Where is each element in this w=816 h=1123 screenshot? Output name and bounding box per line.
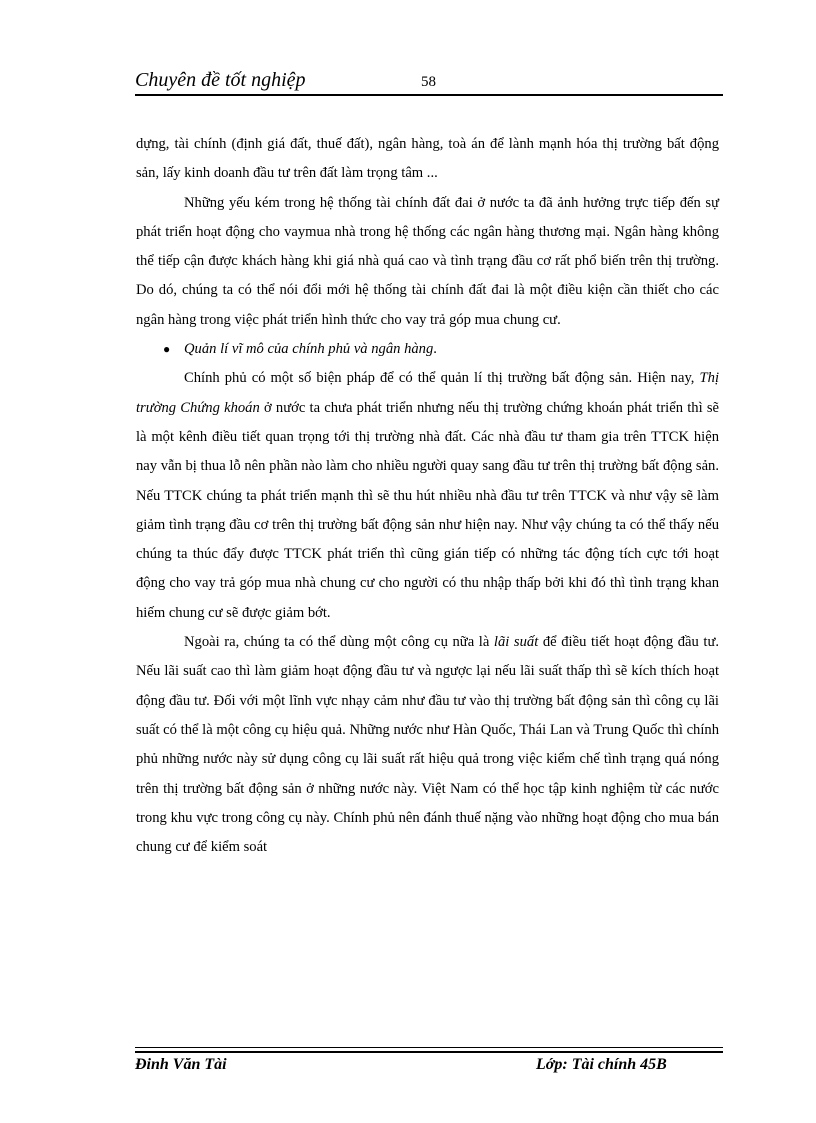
paragraph-government-management: [136, 364, 719, 628]
header-title: Chuyên đề tốt nghiệp: [135, 69, 306, 91]
page-header: [135, 68, 723, 96]
bullet-item: [136, 335, 719, 364]
paragraph-continuation: dựng, tài chính (định giá đất, thuế đất), ngân hàng, toà án để lành mạnh hóa thị trường bất động sản, lấy kinh doanh đầu tư trên đất làm trọng tâm ...: [136, 136, 719, 182]
emphasis-stock-market: Thị trường Chứng khoán: [136, 370, 719, 416]
body-text: [136, 130, 719, 862]
footer-class: Lớp: Tài chính 45B: [536, 1056, 667, 1073]
emphasis-interest-rate: lãi suất: [493, 634, 539, 651]
paragraph-text: ở nước ta chưa phát triển nhưng nếu thị trường chứng khoán phát triển thì sẽ là một kênh điều tiết quan trọng tới thị trường nhà đất. Các nhà đầu tư tham gia trên TTCK hiện nay vẫn bị thua lỗ nên phần nào làm cho nhiều người quay sang đầu tư trên thị trường bất động sản. Nếu TTCK chúng ta phát triển mạnh thì sẽ thu hút nhiều nhà đầu tư trên TTCK và như vậy sẽ làm giảm tình trạng đầu cơ trên thị trường bất động sản như hiện nay. Như vậy chúng ta có thể thấy nếu chúng ta thúc đẩy được TTCK phát triển thì cũng gián tiếp có những tác động tích cực tới hoạt động cho vay trả góp mua nhà chung cư cho người có thu nhập thấp bởi khi đó thì tình trạng khan hiếm chung cư sẽ được giảm bớt.: [136, 399, 720, 621]
bullet-dot-icon: ●: [163, 342, 171, 357]
header-rule: [135, 94, 723, 96]
paragraph-interest-rate: [136, 628, 719, 862]
paragraph-text: để điều tiết hoạt động đầu tư. Nếu lãi suất cao thì làm giảm hoạt động đầu tư và ngược lại nếu lãi suất thấp thì sẽ kích thích hoạt động đầu tư. Đối với một lĩnh vực nhạy cảm như đầu tư vào thị trường bất động sản thì công cụ lãi suất có thể là một công cụ hiệu quả. Những nước như Hàn Quốc, Thái Lan và Trung Quốc thì chính phủ những nước này sử dụng công cụ lãi suất rất hiệu quả trong việc kiểm chế tình trạng quá nóng trên thị trường bất động sản ở những nước này. Việt Nam có thể học tập kinh nghiệm từ các nước trong khu vực trong công cụ này. Chính phủ nên đánh thuế nặng vào những hoạt động cho mua bán chung cư để kiểm soát: [136, 634, 720, 856]
footer-rule-thin: [135, 1047, 723, 1048]
paragraph-text: Ngoài ra, chúng ta có thể dùng một công cụ nữa là: [184, 634, 494, 651]
bullet-period: .: [433, 341, 437, 358]
page-number: 58: [421, 74, 436, 90]
paragraph-text: Chính phủ có một số biện pháp để có thể quản lí thị trường bất động sản. Hiện nay,: [184, 370, 700, 387]
footer-rule-thick: [135, 1051, 723, 1053]
paragraph-finance-weakness: Những yếu kém trong hệ thống tài chính đất đai ở nước ta đã ảnh hưởng trực tiếp đến sự phát triển hoạt động cho vaymua nhà trong hệ thống các ngân hàng thương mại. Ngân hàng không thể tiếp cận được khách hàng khi giá nhà quá cao và tình trạng đầu cơ rất phổ biến trên thị trường. Do dó, chúng ta có thể nói đổi mới hệ thống tài chính đất đai là một điều kiện cần thiết cho các ngân hàng trong việc phát triển hình thức cho vay trả góp mua chung cư.: [136, 194, 719, 328]
footer-author: Đinh Văn Tài: [135, 1056, 227, 1073]
bullet-heading: Quản lí vĩ mô của chính phủ và ngân hàng: [184, 341, 434, 358]
